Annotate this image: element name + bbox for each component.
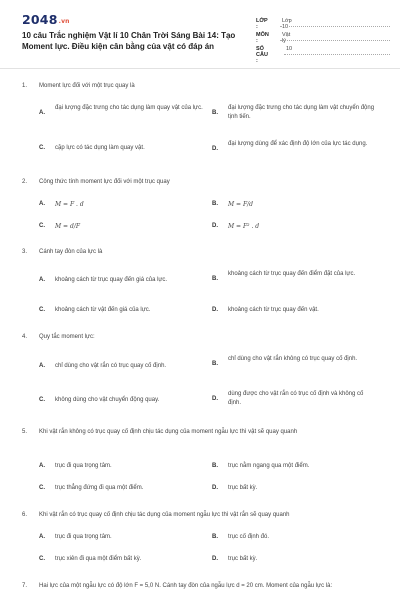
option-text: trục xiên đi qua một điểm bất kỳ.	[55, 556, 142, 562]
option-text: trục đi qua trọng tâm.	[55, 463, 112, 469]
meta-underline	[284, 54, 390, 55]
meta-value: Lớp 10	[282, 18, 292, 30]
option-letter: D.	[212, 556, 218, 562]
option-text: trục bất kỳ.	[228, 556, 258, 562]
option-letter: A.	[39, 201, 45, 207]
option-text: dùng được cho vật rắn có trục cố định và không cố định.	[228, 391, 364, 406]
option-text: khoảng cách từ trục quay đến giá của lực.	[55, 277, 168, 283]
question-text: Khi vật rắn có trục quay cố định chịu tác dụng của moment ngẫu lực thì vật rắn sẽ quay quanh	[39, 512, 290, 518]
option-text: trục nằm ngang qua một điểm.	[228, 463, 310, 469]
option-letter: C.	[39, 145, 45, 151]
option-letter: D.	[212, 146, 218, 152]
option-letter: B.	[212, 276, 218, 282]
option-letter: B.	[212, 534, 218, 540]
meta-label: MÔN :	[256, 32, 269, 44]
meta-value: 10	[286, 46, 293, 52]
option-letter: C.	[39, 307, 45, 313]
option-letter: A.	[39, 110, 45, 116]
option-text: chỉ dùng cho vật rắn có trục quay cố định.	[55, 363, 167, 369]
meta-label: LỚP :	[256, 18, 268, 30]
meta-label: SỐ CÂU :	[256, 46, 268, 64]
option-text: trục cố định đó.	[228, 534, 270, 540]
question-number: 4.	[22, 334, 28, 340]
option-text: khoảng cách từ vật đến giá của lực.	[55, 307, 151, 313]
question-number: 7.	[22, 583, 28, 589]
option-text: trục thẳng đứng đi qua một điểm.	[55, 485, 144, 491]
option-letter: A.	[39, 463, 45, 469]
option-letter: D.	[212, 307, 218, 313]
option-text: đại lượng đặc trưng cho tác dụng làm vật chuyển động tịnh tiến.	[228, 105, 375, 120]
option-text: cặp lực có tác dụng làm quay vật.	[55, 145, 145, 151]
option-letter: B.	[212, 463, 218, 469]
question-number: 3.	[22, 249, 28, 255]
option-letter: B.	[212, 361, 218, 367]
option-letter: D.	[212, 485, 218, 491]
meta-underline	[280, 40, 390, 41]
question-text: Quy tắc moment lực:	[39, 334, 95, 340]
question-number: 6.	[22, 512, 28, 518]
question-number: 5.	[22, 429, 28, 435]
option-letter: D.	[212, 396, 218, 402]
option-letter: B.	[212, 110, 218, 116]
option-letter: C.	[39, 397, 45, 403]
question-text: Moment lực đối với một trục quay là	[39, 83, 135, 89]
option-formula: M = F/d	[228, 201, 254, 208]
question-number: 1.	[22, 83, 28, 89]
option-text: chỉ dùng cho vật rắn không có trục quay cố định.	[228, 356, 358, 362]
question-text: Cánh tay đòn của lực là	[39, 249, 103, 255]
header-divider	[0, 68, 400, 69]
option-letter: A.	[39, 277, 45, 283]
option-text: khoảng cách từ trục quay đến điểm đặt của lực.	[228, 271, 356, 277]
option-letter: C.	[39, 223, 45, 229]
option-text: trục đi qua trọng tâm.	[55, 534, 112, 540]
question-text: Công thức tính moment lực đối với một trục quay	[39, 179, 170, 185]
meta-underline	[280, 26, 390, 27]
question-text: Hai lực của một ngẫu lực có độ lớn F = 5,0 N. Cánh tay đòn của ngẫu lực d = 20 cm. Moment của ngẫu lực là:	[39, 583, 333, 589]
question-text: Khi vật rắn không có trục quay cố định chịu tác dụng của moment ngẫu lực thì vật sẽ quay quanh	[39, 429, 298, 435]
question-number: 2.	[22, 179, 28, 185]
option-letter: C.	[39, 556, 45, 562]
option-text: không dùng cho vật chuyển động quay.	[55, 397, 160, 403]
document-header	[0, 0, 400, 68]
option-formula: M = d/F	[55, 223, 81, 230]
option-letter: A.	[39, 534, 45, 540]
option-letter: C.	[39, 485, 45, 491]
meta-value: Vật lý	[282, 32, 291, 44]
page-title: 10 câu Trắc nghiệm Vật lí 10 Chân Trời Sáng Bài 14: Tạo Moment lực. Điều kiện cân bằng của vật có đáp án	[22, 31, 236, 51]
option-text: trục bất kỳ.	[228, 485, 258, 491]
option-formula: M = F . d	[55, 201, 84, 208]
option-text: đại lượng đặc trưng cho tác dụng làm quay vật của lực.	[55, 105, 203, 111]
option-text: khoảng cách từ trục quay đến vật.	[228, 307, 319, 313]
option-text: đại lượng dùng để xác định độ lớn của lực tác dụng.	[228, 141, 368, 147]
option-letter: A.	[39, 363, 45, 369]
option-formula: M = F² . d	[228, 223, 260, 230]
option-letter: D.	[212, 223, 218, 229]
option-letter: B.	[212, 201, 218, 207]
site-logo[interactable]: 2048.vn	[22, 12, 70, 27]
